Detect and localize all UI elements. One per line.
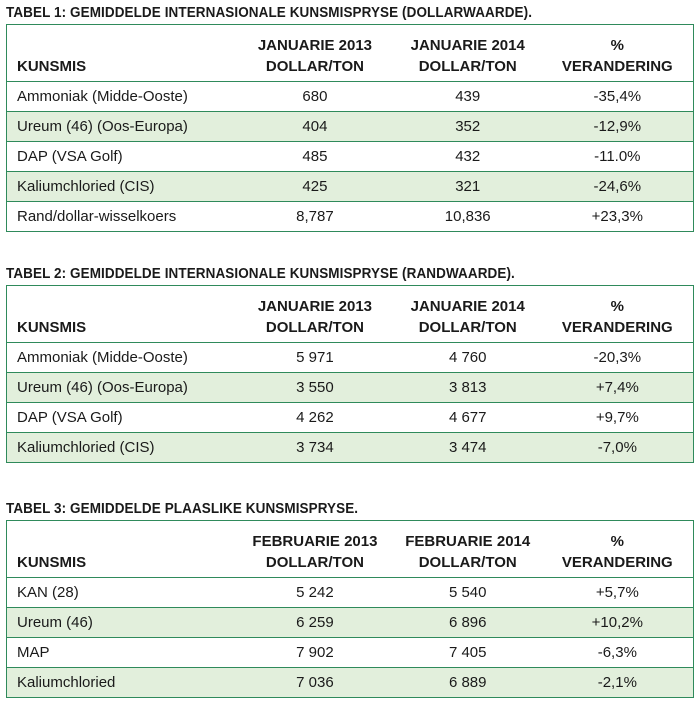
row-change: -11.0% — [542, 142, 694, 172]
row-value-2: 321 — [394, 172, 542, 202]
row-change: -7,0% — [542, 433, 694, 463]
header-kunsmis: KUNSMIS — [7, 286, 237, 343]
row-value-2: 10,836 — [394, 202, 542, 232]
table-1-section — [6, 2, 694, 232]
table-3 — [6, 520, 694, 698]
table-1 — [6, 24, 694, 232]
row-value-1: 7 036 — [236, 668, 394, 698]
row-name: Ureum (46) (Oos-Europa) — [7, 112, 237, 142]
row-value-1: 5 971 — [236, 343, 394, 373]
row-change: +23,3% — [542, 202, 694, 232]
header-col-2: JANUARIE 2013 DOLLAR/TON — [236, 286, 394, 343]
row-value-1: 485 — [236, 142, 394, 172]
table-row — [7, 433, 694, 463]
row-change: +9,7% — [542, 403, 694, 433]
row-change: -6,3% — [542, 638, 694, 668]
row-value-1: 4 262 — [236, 403, 394, 433]
table-row — [7, 172, 694, 202]
row-value-2: 4 677 — [394, 403, 542, 433]
row-name: KAN (28) — [7, 578, 237, 608]
table-2-header-row — [7, 286, 694, 343]
row-value-1: 7 902 — [236, 638, 394, 668]
row-value-1: 3 734 — [236, 433, 394, 463]
row-value-2: 6 896 — [394, 608, 542, 638]
row-change: +7,4% — [542, 373, 694, 403]
row-value-1: 404 — [236, 112, 394, 142]
row-value-1: 3 550 — [236, 373, 394, 403]
header-col-3: JANUARIE 2014 DOLLAR/TON — [394, 25, 542, 82]
row-value-2: 439 — [394, 82, 542, 112]
row-change: +5,7% — [542, 578, 694, 608]
row-value-2: 7 405 — [394, 638, 542, 668]
row-name: Rand/dollar-wisselkoers — [7, 202, 237, 232]
row-name: Ureum (46) — [7, 608, 237, 638]
row-value-1: 8,787 — [236, 202, 394, 232]
row-change: +10,2% — [542, 608, 694, 638]
row-value-2: 5 540 — [394, 578, 542, 608]
row-value-1: 5 242 — [236, 578, 394, 608]
header-col-2: JANUARIE 2013 DOLLAR/TON — [236, 25, 394, 82]
row-change: -12,9% — [542, 112, 694, 142]
header-kunsmis: KUNSMIS — [7, 25, 237, 82]
row-name: DAP (VSA Golf) — [7, 142, 237, 172]
table-3-caption: TABEL 3: GEMIDDELDE PLAASLIKE KUNSMISPRYSE. — [6, 501, 359, 517]
table-3-header-row — [7, 521, 694, 578]
table-row — [7, 202, 694, 232]
table-row — [7, 112, 694, 142]
table-row — [7, 578, 694, 608]
table-row — [7, 82, 694, 112]
row-name: Kaliumchloried (CIS) — [7, 172, 237, 202]
row-name: Ammoniak (Midde-Ooste) — [7, 82, 237, 112]
table-row — [7, 373, 694, 403]
row-value-1: 425 — [236, 172, 394, 202]
row-name: Kaliumchloried (CIS) — [7, 433, 237, 463]
row-name: Kaliumchloried — [7, 668, 237, 698]
header-col-2: FEBRUARIE 2013 DOLLAR/TON — [236, 521, 394, 578]
header-col-4: % VERANDERING — [542, 25, 694, 82]
row-name: Ammoniak (Midde-Ooste) — [7, 343, 237, 373]
row-change: -20,3% — [542, 343, 694, 373]
table-3-section — [6, 498, 694, 698]
row-change: -35,4% — [542, 82, 694, 112]
row-name: DAP (VSA Golf) — [7, 403, 237, 433]
table-1-caption: TABEL 1: GEMIDDELDE INTERNASIONALE KUNSMISPRYSE (DOLLARWAARDE). — [6, 5, 533, 21]
table-row — [7, 142, 694, 172]
row-value-2: 432 — [394, 142, 542, 172]
table-2-section — [6, 263, 694, 463]
row-value-1: 680 — [236, 82, 394, 112]
row-name: MAP — [7, 638, 237, 668]
table-row — [7, 403, 694, 433]
table-row — [7, 608, 694, 638]
table-1-header-row — [7, 25, 694, 82]
row-change: -2,1% — [542, 668, 694, 698]
header-col-4: % VERANDERING — [542, 521, 694, 578]
row-value-2: 3 813 — [394, 373, 542, 403]
table-row — [7, 668, 694, 698]
row-name: Ureum (46) (Oos-Europa) — [7, 373, 237, 403]
row-change: -24,6% — [542, 172, 694, 202]
row-value-2: 4 760 — [394, 343, 542, 373]
header-col-3: JANUARIE 2014 DOLLAR/TON — [394, 286, 542, 343]
header-col-3: FEBRUARIE 2014 DOLLAR/TON — [394, 521, 542, 578]
table-row — [7, 343, 694, 373]
header-kunsmis: KUNSMIS — [7, 521, 237, 578]
table-2-caption: TABEL 2: GEMIDDELDE INTERNASIONALE KUNSMISPRYSE (RANDWAARDE). — [6, 266, 515, 282]
table-2 — [6, 285, 694, 463]
header-col-4: % VERANDERING — [542, 286, 694, 343]
row-value-2: 352 — [394, 112, 542, 142]
row-value-2: 3 474 — [394, 433, 542, 463]
row-value-2: 6 889 — [394, 668, 542, 698]
row-value-1: 6 259 — [236, 608, 394, 638]
table-row — [7, 638, 694, 668]
